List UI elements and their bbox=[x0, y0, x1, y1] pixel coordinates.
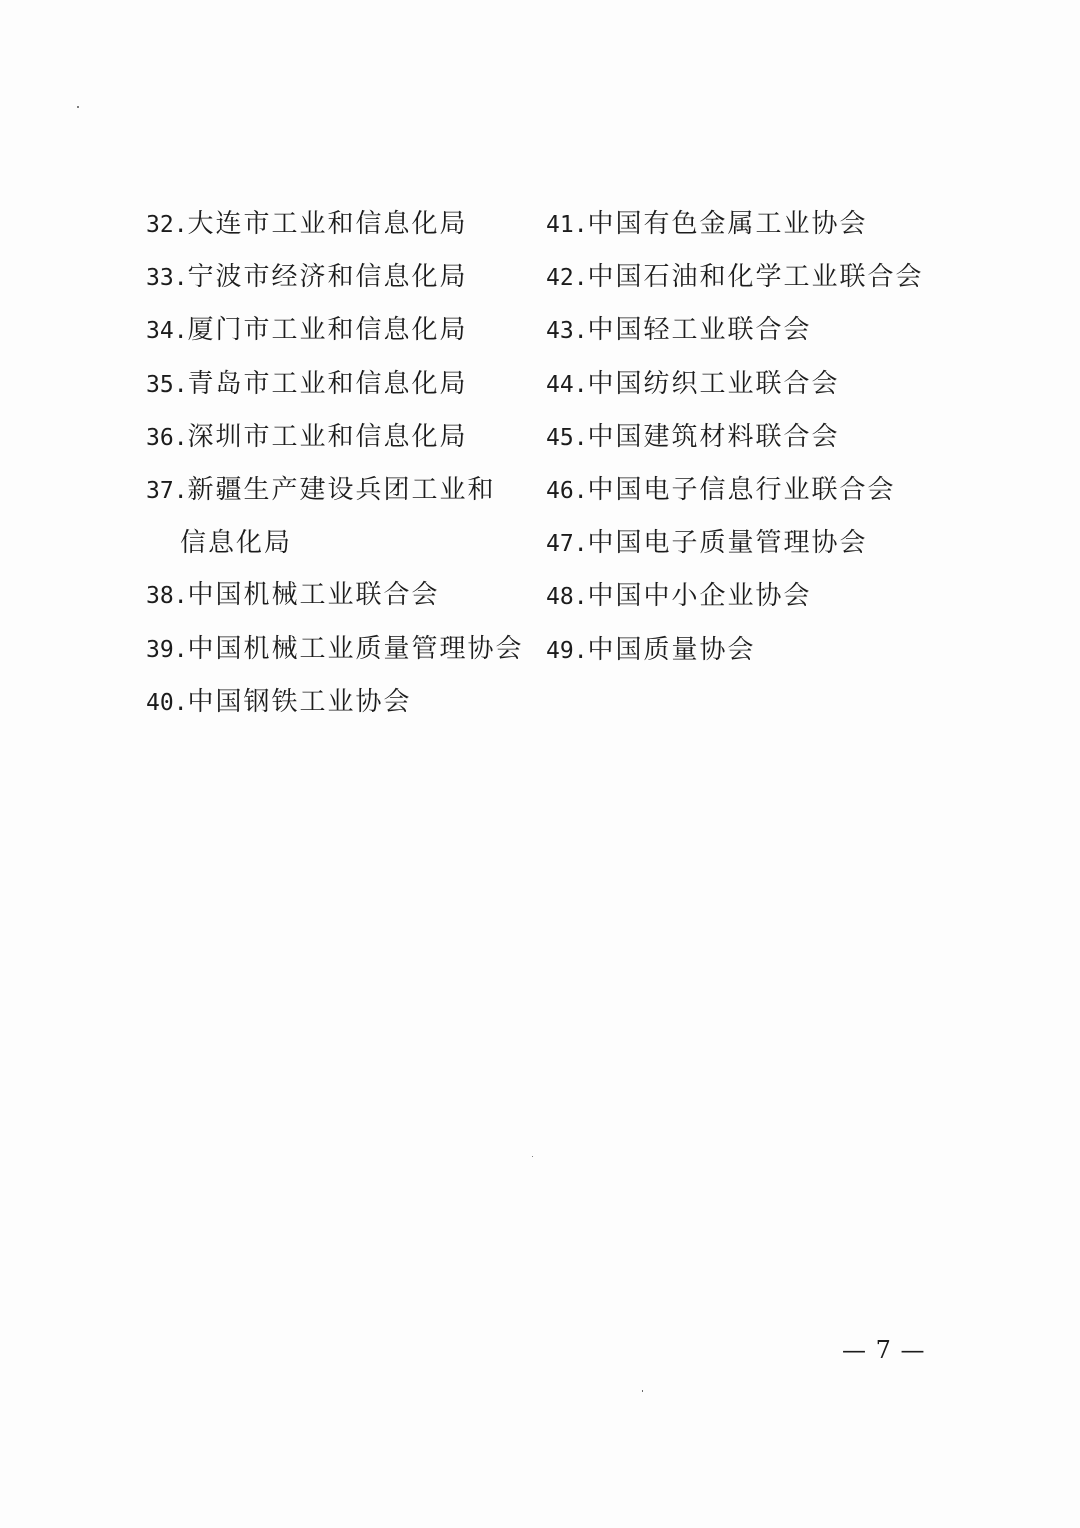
item-text: 中国电子质量管理协会 bbox=[587, 528, 868, 559]
list-item bbox=[146, 411, 516, 464]
list-item bbox=[546, 464, 926, 517]
list-item bbox=[546, 251, 926, 304]
item-number: 41. bbox=[546, 212, 588, 238]
item-text: 中国机械工业质量管理协会 bbox=[187, 633, 524, 664]
item-text: 中国钢铁工业协会 bbox=[187, 686, 412, 717]
item-text: 中国建筑材料联合会 bbox=[587, 421, 840, 452]
scan-speck bbox=[642, 1390, 643, 1392]
item-number: 37. bbox=[146, 478, 188, 505]
list-item bbox=[146, 358, 516, 411]
item-number: 43. bbox=[546, 318, 588, 345]
item-text: 中国电子信息行业联合会 bbox=[587, 475, 896, 506]
list-item bbox=[146, 251, 516, 304]
item-number: 44. bbox=[546, 371, 588, 398]
scan-speck bbox=[532, 1156, 533, 1157]
item-text: 中国中小企业协会 bbox=[587, 581, 812, 612]
item-text: 中国石油和化学工业联合会 bbox=[587, 262, 924, 293]
item-number: 34. bbox=[146, 318, 188, 345]
item-number: 49. bbox=[546, 637, 588, 664]
item-number: 48. bbox=[546, 584, 588, 611]
item-number: 32. bbox=[146, 212, 188, 238]
right-column-list bbox=[546, 198, 926, 677]
list-item bbox=[546, 304, 926, 357]
item-number: 42. bbox=[546, 265, 588, 292]
item-number: 36. bbox=[146, 424, 188, 451]
item-text: 中国纺织工业联合会 bbox=[587, 368, 840, 399]
item-text: 大连市工业和信息化局 bbox=[187, 209, 468, 239]
item-text: 中国机械工业联合会 bbox=[187, 580, 440, 611]
scan-speck bbox=[77, 106, 79, 108]
item-number: 47. bbox=[546, 531, 588, 558]
item-text: 深圳市工业和信息化局 bbox=[187, 421, 468, 452]
list-item bbox=[546, 358, 926, 411]
item-text: 中国轻工业联合会 bbox=[587, 315, 812, 346]
list-item bbox=[146, 304, 516, 357]
item-text: 厦门市工业和信息化局 bbox=[187, 315, 468, 346]
list-item bbox=[546, 198, 926, 251]
item-text: 中国质量协会 bbox=[587, 634, 756, 665]
list-item bbox=[546, 570, 926, 623]
list-item bbox=[146, 623, 524, 676]
item-number: 38. bbox=[146, 583, 188, 610]
left-column-list bbox=[146, 198, 524, 729]
list-item bbox=[546, 624, 926, 677]
item-number: 46. bbox=[546, 478, 588, 505]
item-number: 35. bbox=[146, 371, 188, 398]
item-text-continuation: 信息化局 bbox=[180, 528, 293, 559]
list-item bbox=[146, 569, 516, 622]
item-text: 中国有色金属工业协会 bbox=[587, 209, 868, 239]
item-number: 45. bbox=[546, 424, 588, 451]
item-text: 新疆生产建设兵团工业和 bbox=[187, 475, 496, 506]
item-number: 40. bbox=[146, 689, 188, 716]
item-number: 33. bbox=[146, 265, 188, 292]
list-item bbox=[546, 517, 926, 570]
list-item bbox=[146, 198, 516, 251]
list-item bbox=[146, 464, 516, 569]
list-item bbox=[146, 676, 516, 729]
item-text: 宁波市经济和信息化局 bbox=[187, 262, 468, 293]
item-text: 青岛市工业和信息化局 bbox=[187, 368, 468, 399]
list-item bbox=[546, 411, 926, 464]
item-number: 39. bbox=[146, 636, 188, 663]
page-number: — 7 — bbox=[842, 1336, 926, 1364]
